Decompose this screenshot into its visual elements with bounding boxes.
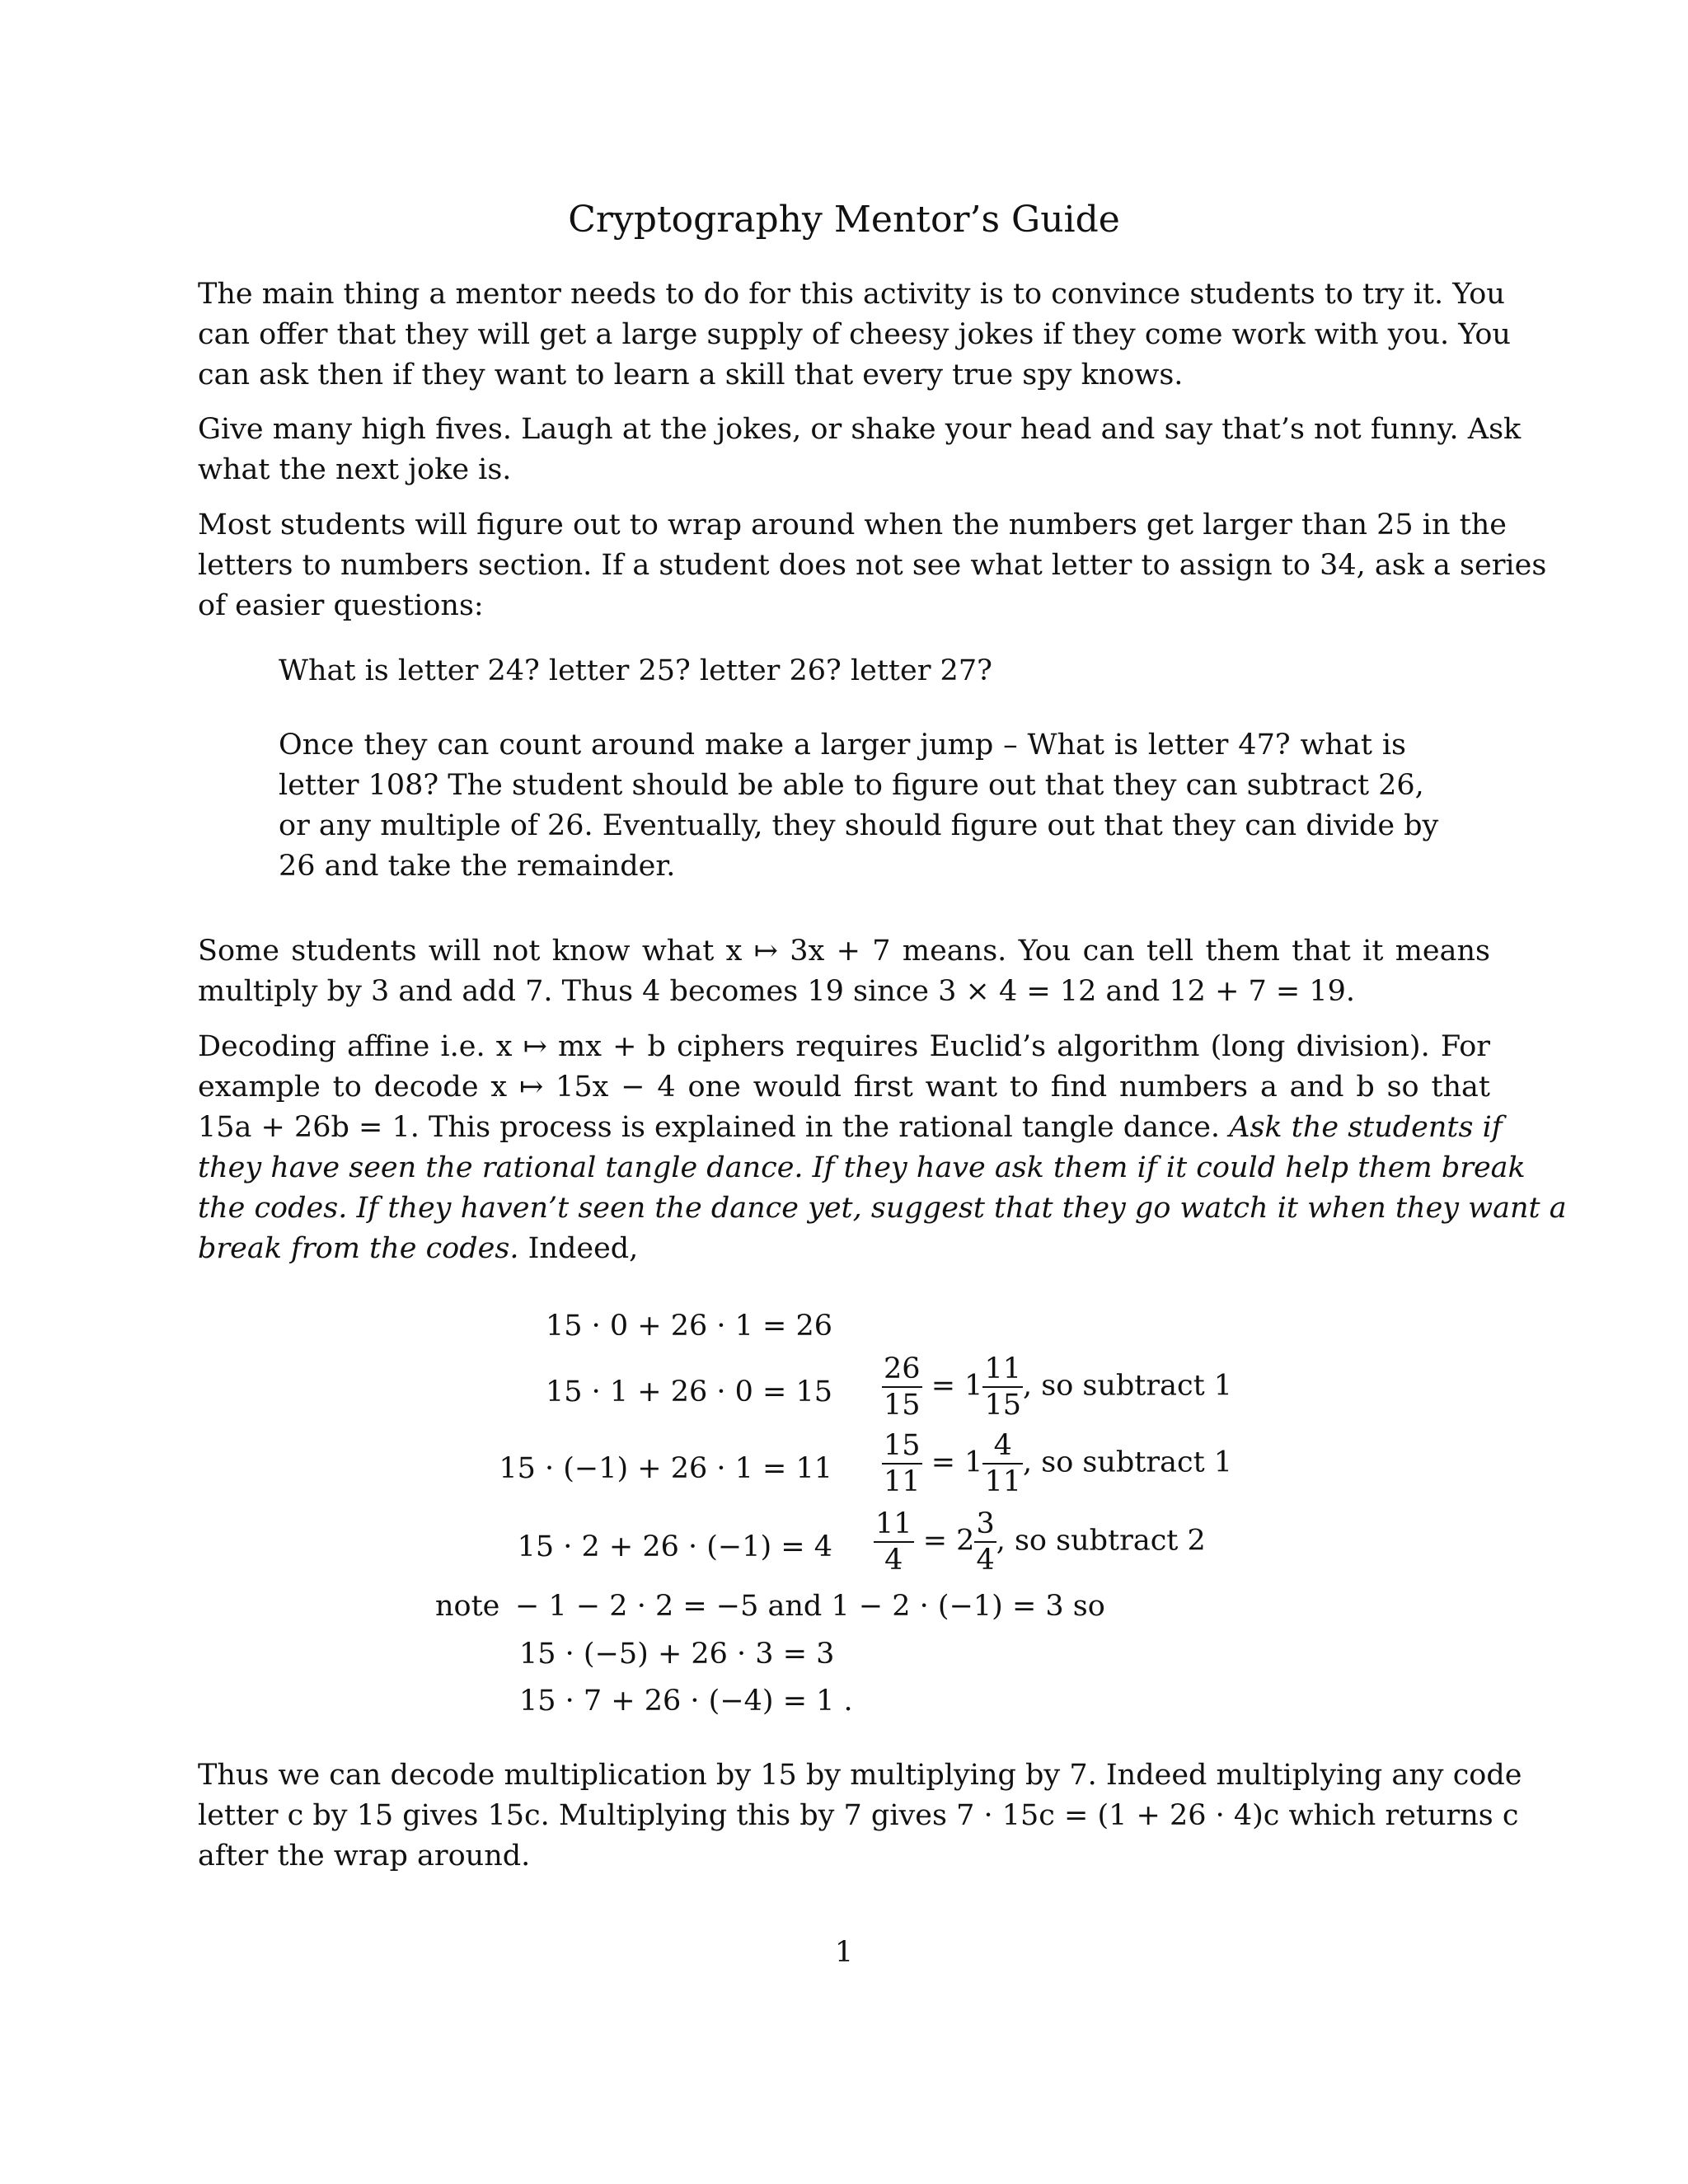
page-number: 1: [834, 1936, 854, 1969]
text-segment: 15a + 26b = 1. This process is explained in the rational tangle dance.: [198, 1111, 1230, 1144]
equation-line: 15 · 1 + 26 · 0 = 15: [545, 1376, 832, 1408]
equation-line: 15 · 7 + 26 · (−4) = 1 .: [519, 1685, 853, 1718]
text-line: Some students will not know what x ↦ 3x + 7 means. You can tell them that it means: [198, 935, 1490, 968]
fraction-step: $\frac{26}{15}$ = 1 $\frac{11}{15}$ , so subtract 1: [884, 1352, 1233, 1422]
text-line: of easier questions:: [198, 589, 484, 622]
text-line: letters to numbers section. If a student does not see what letter to assign to 34, ask a series: [198, 549, 1547, 582]
affine-intro-paragraph: [198, 931, 1490, 1012]
fraction-step: $\frac{15}{11}$ = 1 $\frac{4}{11}$ , so subtract 1: [884, 1429, 1233, 1498]
question-line: What is letter 24? letter 25? letter 26? letter 27?: [279, 654, 992, 687]
text-line: letter 108? The student should be able to figure out that they can subtract 26,: [279, 769, 1424, 802]
text-line: after the wrap around.: [198, 1840, 531, 1872]
fraction-step: $\frac{11}{4}$ = 2 $\frac{3}{4}$ , so subtract 2: [875, 1507, 1206, 1577]
text-line: or any multiple of 26. Eventually, they should figure out that they can divide by: [279, 809, 1439, 842]
italic-line: they have seen the rational tangle dance. If they have ask them if it could help them break: [198, 1151, 1526, 1184]
equation-line: 15 · 0 + 26 · 1 = 26: [545, 1310, 832, 1343]
larger-jump-paragraph: [279, 725, 1439, 887]
text-line: 26 and take the remainder.: [279, 850, 676, 883]
text-line: Most students will figure out to wrap around when the numbers get larger than 25 in the: [198, 509, 1507, 541]
text-line: example to decode x ↦ 15x − 4 one would first want to find numbers a and b so that: [198, 1071, 1490, 1104]
intro-paragraph: [198, 274, 1511, 396]
equation-line: 15 · (−5) + 26 · 3 = 3: [519, 1638, 835, 1671]
equation-line: 15 · (−1) + 26 · 1 = 11: [499, 1452, 832, 1485]
text-segment: Indeed,: [518, 1232, 639, 1265]
text-line: Give many high fives. Laugh at the jokes, or shake your head and say that’s not funny. Ask: [198, 413, 1522, 446]
text-line: Thus we can decode multiplication by 15 by multiplying by 7. Indeed multiplying any code: [198, 1759, 1522, 1792]
text-line: can offer that they will get a large supply of cheesy jokes if they come work with you. You: [198, 318, 1511, 351]
text-line: Decoding affine i.e. x ↦ mx + b ciphers requires Euclid’s algorithm (long division). For: [198, 1030, 1490, 1063]
italic-segment: Ask the students if: [1229, 1111, 1503, 1144]
page-title: Cryptography Mentor’s Guide: [568, 199, 1120, 241]
note-label: note: [435, 1590, 500, 1623]
text-line: The main thing a mentor needs to do for this activity is to convince students to try it. You: [198, 278, 1505, 311]
conclusion-paragraph: [198, 1755, 1522, 1877]
high-fives-paragraph: [198, 410, 1522, 490]
text-line: multiply by 3 and add 7. Thus 4 becomes 19 since 3 × 4 = 12 and 12 + 7 = 19.: [198, 975, 1356, 1008]
text-line: what the next joke is.: [198, 453, 512, 486]
italic-line: the codes. If they haven’t seen the dance yet, suggest that they go watch it when they want a: [198, 1192, 1567, 1225]
text-line: can ask then if they want to learn a skill that every true spy knows.: [198, 359, 1184, 391]
text-line: Once they can count around make a larger jump – What is letter 47? what is: [279, 729, 1406, 762]
euclid-paragraph: [198, 1027, 1567, 1269]
equation-line: 15 · 2 + 26 · (−1) = 4: [517, 1530, 832, 1563]
italic-segment: break from the codes.: [198, 1232, 519, 1265]
note-text: − 1 − 2 · 2 = −5 and 1 − 2 · (−1) = 3 so: [515, 1590, 1105, 1623]
text-line: letter c by 15 gives 15c. Multiplying this by 7 gives 7 · 15c = (1 + 26 · 4)c which returns c: [198, 1799, 1519, 1832]
wrap-around-paragraph: [198, 505, 1547, 626]
